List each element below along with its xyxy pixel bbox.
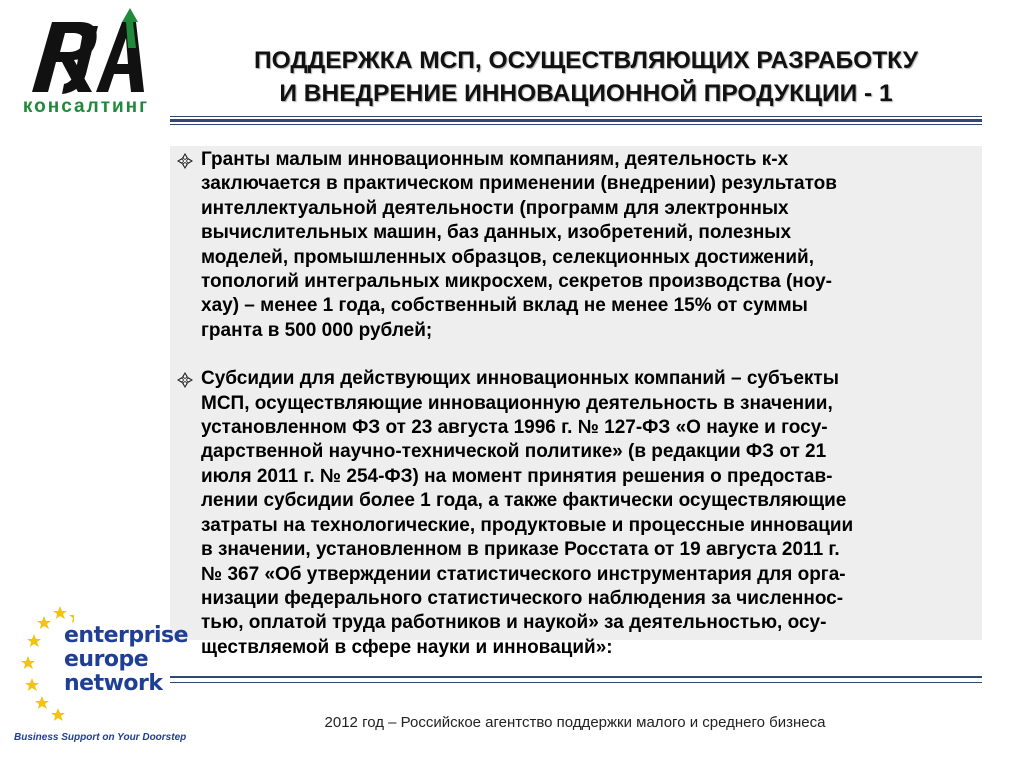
text-line: установленном ФЗ от 23 августа 1996 г. № 127-ФЗ «О науке и госу- (201, 417, 828, 439)
logo-caption: консалтинг (22, 96, 150, 117)
diamond-bullet-icon (176, 152, 194, 170)
enterprise-europe-network-logo (14, 600, 189, 750)
list-spacer (176, 343, 984, 367)
text-line: Гранты малым инновационным компаниям, деятельность к-х (201, 149, 789, 170)
text-line: № 367 «Об утверждении статистического инструментария для орга- (201, 563, 846, 585)
text-line: тью, оплатой труда работников и наукой» за деятельностью, осу- (201, 612, 827, 634)
header-rule-mid (170, 119, 982, 122)
text-line: Субсидии для действующих инновационных компаний – субъекты (201, 368, 839, 390)
text-line: гранта в 500 000 рублей; (201, 319, 433, 341)
page-title (186, 44, 986, 110)
header-rule-top (170, 116, 982, 117)
text-line: в значении, установленном в приказе Росстата от 19 августа 2011 г. (201, 539, 840, 561)
ra-consulting-logo (0, 0, 170, 130)
footer-text: 2012 год – Российское агентство поддержки малого и среднего бизнеса (324, 714, 826, 731)
diamond-bullet-icon (176, 371, 194, 389)
text-line: дарственной научно-технической политике» (в редакции ФЗ от 21 (201, 441, 827, 463)
text-line: ществляемой в сфере науки и инноваций»: (201, 636, 613, 658)
list-item-subsidies (176, 367, 984, 660)
een-line-3: network (64, 671, 163, 696)
een-line-1: enterprise (64, 623, 189, 648)
footer-rule (170, 676, 982, 683)
text-line: хау) – менее 1 года, собственный вклад не менее 15% от суммы (201, 295, 808, 317)
item-text (201, 367, 984, 660)
text-line: вычислительных машин, баз данных, изобретений, полезных (201, 222, 792, 244)
text-line: интеллектуальной деятельности (программ для электронных (201, 197, 789, 219)
text-line: низации федерального статистического наблюдения за численнос- (201, 587, 844, 609)
text-line: топологий интегральных микросхем, секретов производства (ноу- (201, 271, 832, 293)
header-rule-bottom (170, 124, 982, 125)
een-wordmark (64, 624, 188, 696)
ra-monogram-logo (18, 8, 158, 100)
text-line: лении субсидии более 1 года, а также фактически осуществляющие (201, 490, 847, 512)
list-item-grants (176, 148, 984, 343)
title-line-2: И ВНЕДРЕНИЕ ИННОВАЦИОННОЙ ПРОДУКЦИИ - 1 (279, 80, 893, 107)
item-text (201, 148, 984, 343)
een-line-2: europe (64, 647, 149, 672)
text-line: МСП, осуществляющие инновационную деятельность в значении, (201, 392, 833, 414)
text-line: июля 2011 г. № 254-ФЗ) на момент принятия решения о предостав- (201, 465, 833, 487)
title-line-1: ПОДДЕРЖКА МСП, ОСУЩЕСТВЛЯЮЩИХ РАЗРАБОТКУ (254, 47, 918, 74)
text-line: заключается в практическом применении (внедрении) результатов (201, 173, 837, 195)
text-line: моделей, промышленных образцов, селекционных достижений, (201, 246, 814, 268)
een-caption: Business Support on Your Doorstep (14, 732, 187, 743)
bullet-list (176, 148, 984, 660)
text-line: затраты на технологические, продуктовые и процессные инновации (201, 514, 854, 536)
